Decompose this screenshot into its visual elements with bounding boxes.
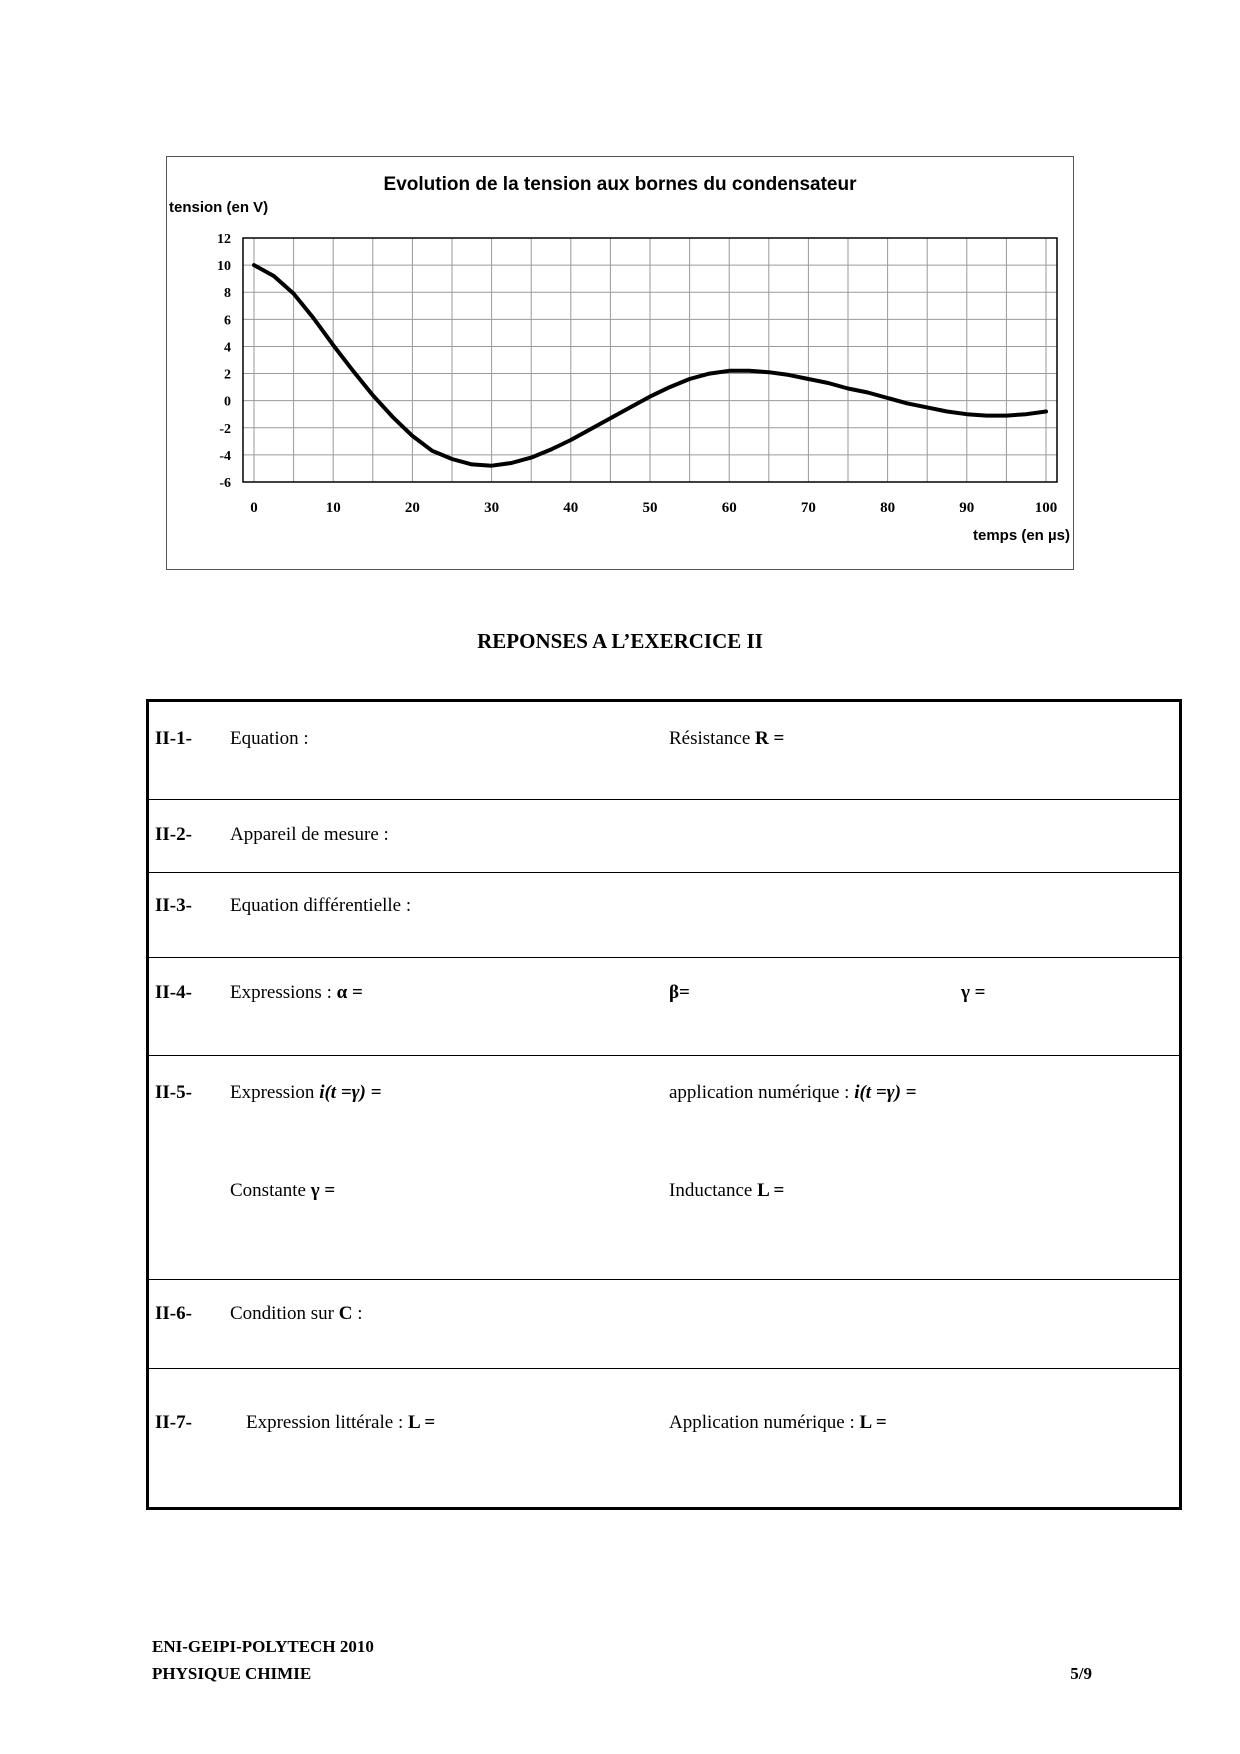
row-number: II-2- <box>155 824 192 845</box>
row-number: II-4- <box>155 982 192 1003</box>
y-tick-label: 10 <box>217 259 231 275</box>
voltage-chart <box>167 157 1073 569</box>
y-tick-label: -6 <box>219 476 231 491</box>
numeric-application-label: Application numérique : L = <box>669 1412 887 1433</box>
row-number: II-3- <box>155 895 192 916</box>
beta-expression-label: β= <box>669 982 690 1003</box>
answer-row-6 <box>149 1279 1179 1369</box>
answer-row-5 <box>149 1055 1179 1280</box>
row-number: II-1- <box>155 728 192 749</box>
row-number: II-7- <box>155 1412 192 1433</box>
x-tick-label: 100 <box>1034 500 1058 516</box>
x-tick-label: 0 <box>250 500 258 516</box>
equation-label: Equation : <box>230 728 309 749</box>
differential-equation-label: Equation différentielle : <box>230 895 412 916</box>
x-tick-label: 30 <box>484 500 500 516</box>
x-tick-label: 60 <box>721 500 737 516</box>
y-tick-label: -2 <box>219 421 231 437</box>
chart-title: Evolution de la tension aux bornes du condensateur <box>383 174 857 195</box>
answers-table <box>146 699 1182 1510</box>
measuring-device-label: Appareil de mesure : <box>230 824 389 845</box>
y-tick-label: 6 <box>224 313 231 329</box>
footer-subject: PHYSIQUE CHIMIE <box>152 1664 312 1683</box>
x-tick-label: 40 <box>563 500 579 516</box>
x-tick-label: 10 <box>325 500 341 516</box>
inductance-label: Inductance L = <box>669 1180 785 1201</box>
section-heading: REPONSES A L’EXERCICE II <box>477 629 763 653</box>
answer-row-3 <box>149 872 1179 958</box>
footer-exam-title: ENI-GEIPI-POLYTECH 2010 <box>152 1637 374 1656</box>
row-number: II-5- <box>155 1082 192 1103</box>
gamma-constant-label: Constante γ = <box>230 1180 336 1201</box>
x-tick-label: 70 <box>800 500 816 516</box>
page-number: 5/9 <box>1070 1664 1092 1683</box>
x-tick-label: 20 <box>404 500 420 516</box>
chart-frame <box>166 156 1074 570</box>
answer-row-2 <box>149 799 1179 873</box>
y-tick-label: -4 <box>219 448 231 464</box>
resistance-label: Résistance R = <box>669 728 785 749</box>
current-expression-label: Expression i(t =γ) = <box>230 1082 382 1103</box>
literal-expression-label: Expression littérale : L = <box>246 1412 436 1433</box>
y-tick-label: 0 <box>224 394 231 410</box>
row-number: II-6- <box>155 1303 192 1324</box>
alpha-expression-label: Expressions : α = <box>230 982 363 1003</box>
y-tick-label: 12 <box>217 232 231 247</box>
answer-row-1 <box>149 702 1179 800</box>
capacitor-condition-label: Condition sur C : <box>230 1303 363 1324</box>
y-tick-label: 4 <box>224 340 231 356</box>
y-tick-label: 2 <box>224 367 231 383</box>
x-tick-label: 50 <box>642 500 658 516</box>
gamma-expression-label: γ = <box>961 982 986 1003</box>
answer-row-7 <box>149 1368 1179 1507</box>
x-tick-label: 90 <box>959 500 975 516</box>
y-axis-label: tension (en V) <box>169 199 269 216</box>
answer-row-4 <box>149 957 1179 1056</box>
current-numeric-label: application numérique : i(t =γ) = <box>669 1082 917 1103</box>
x-tick-label: 80 <box>880 500 896 516</box>
y-tick-label: 8 <box>224 286 231 302</box>
x-axis-label: temps (en µs) <box>973 527 1070 544</box>
